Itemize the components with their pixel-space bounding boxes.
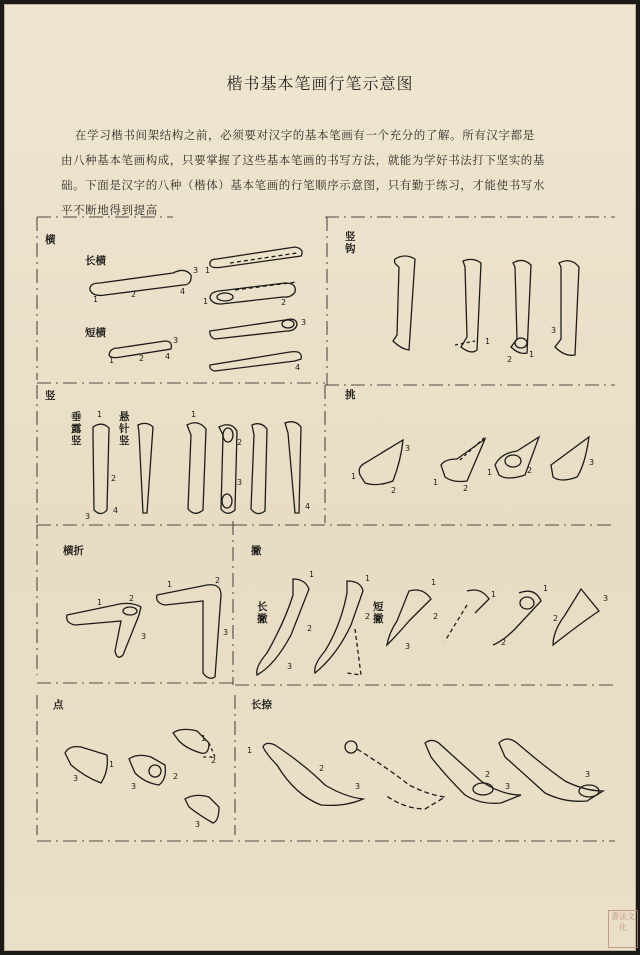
svg-text:3: 3: [551, 326, 557, 335]
svg-text:3: 3: [195, 820, 201, 829]
changna-numbers: [247, 746, 590, 791]
svg-text:1: 1: [491, 590, 497, 599]
svg-text:3: 3: [193, 266, 199, 275]
svg-text:1: 1: [109, 760, 115, 769]
svg-text:3: 3: [589, 458, 595, 467]
svg-text:1: 1: [433, 478, 439, 487]
svg-text:1: 1: [97, 598, 103, 607]
svg-text:2: 2: [211, 756, 217, 765]
dian-numbers: [73, 734, 216, 829]
svg-text:1: 1: [247, 746, 253, 755]
stroke-diagrams: [5, 5, 635, 950]
svg-text:2: 2: [281, 298, 287, 307]
svg-text:2: 2: [365, 612, 371, 621]
label-shu: 竖: [45, 390, 56, 402]
svg-text:3: 3: [73, 774, 79, 783]
svg-text:2: 2: [391, 486, 397, 495]
svg-text:1: 1: [191, 410, 197, 419]
label-long-heng: 长横: [85, 255, 106, 267]
svg-text:4: 4: [295, 363, 301, 372]
pie-numbers: [287, 570, 608, 671]
changna-diagrams: [263, 739, 603, 809]
page: [5, 5, 635, 950]
svg-text:2: 2: [129, 594, 135, 603]
svg-text:3: 3: [585, 770, 591, 779]
svg-text:2: 2: [463, 484, 469, 493]
svg-text:1: 1: [431, 578, 437, 587]
svg-text:2: 2: [173, 772, 179, 781]
svg-text:4: 4: [165, 352, 171, 361]
label-tiao: 挑: [345, 389, 356, 401]
svg-text:2: 2: [485, 770, 491, 779]
svg-text:2: 2: [507, 355, 513, 364]
svg-text:1: 1: [201, 734, 207, 743]
hengzhe-numbers: [97, 576, 228, 641]
svg-text:1: 1: [487, 468, 493, 477]
svg-text:2: 2: [319, 764, 325, 773]
label-shugou: 竖钩: [345, 231, 356, 255]
svg-text:3: 3: [223, 628, 229, 637]
svg-text:3: 3: [301, 318, 307, 327]
label-heng: 横: [45, 234, 56, 246]
svg-text:1: 1: [109, 356, 115, 365]
intro-line: 平不断地得到提高: [61, 203, 158, 217]
svg-text:2: 2: [131, 290, 137, 299]
dian-diagrams: [65, 729, 219, 823]
svg-text:2: 2: [237, 438, 243, 447]
page-title: 楷书基本笔画行笔示意图: [226, 74, 414, 93]
svg-text:1: 1: [167, 580, 173, 589]
svg-text:1: 1: [351, 472, 357, 481]
svg-text:2: 2: [527, 466, 533, 475]
svg-text:1: 1: [93, 295, 99, 304]
svg-text:2: 2: [433, 612, 439, 621]
svg-text:4: 4: [113, 506, 119, 515]
svg-text:3: 3: [603, 594, 609, 603]
tiao-diagrams: [359, 437, 589, 485]
svg-text:2: 2: [215, 576, 221, 585]
svg-text:3: 3: [287, 662, 293, 671]
svg-text:3: 3: [505, 782, 511, 791]
label-changna: 长捺: [251, 699, 272, 711]
svg-text:3: 3: [85, 512, 91, 521]
intro-line: 础。下面是汉字的八种（楷体）基本笔画的行笔顺序示意图，只有勤于练习，才能使书写水: [61, 178, 545, 192]
seal-stamp: 書法文化: [608, 910, 638, 948]
svg-text:1: 1: [205, 266, 211, 275]
svg-text:1: 1: [203, 297, 209, 306]
svg-text:2: 2: [307, 624, 313, 633]
label-xuanzhen-shu: 悬针竖: [119, 411, 130, 447]
intro-line: 在学习楷书间架结构之前，必须要对汉字的基本笔画有一个充分的了解。所有汉字都是: [75, 128, 535, 142]
shugou-numbers: [485, 326, 556, 364]
svg-text:1: 1: [309, 570, 315, 579]
intro-line: 由八种基本笔画构成，只要掌握了这些基本笔画的书写方法，就能为学好书法打下坚实的基: [61, 153, 545, 167]
svg-text:3: 3: [405, 444, 411, 453]
svg-text:2: 2: [553, 614, 559, 623]
label-hengzhe: 横折: [63, 545, 84, 557]
label-dian: 点: [53, 699, 64, 711]
label-pie: 撇: [251, 545, 262, 557]
svg-text:3: 3: [131, 782, 137, 791]
svg-text:2: 2: [501, 638, 507, 647]
svg-text:1: 1: [365, 574, 371, 583]
label-short-pie: 短撇: [373, 601, 384, 625]
svg-text:2: 2: [111, 474, 117, 483]
svg-text:4: 4: [305, 502, 311, 511]
svg-text:3: 3: [237, 478, 243, 487]
svg-text:1: 1: [97, 410, 103, 419]
svg-text:3: 3: [355, 782, 361, 791]
svg-text:1: 1: [485, 337, 491, 346]
svg-text:1: 1: [543, 584, 549, 593]
svg-text:2: 2: [139, 354, 145, 363]
label-long-pie: 长撇: [257, 601, 268, 625]
label-short-heng: 短横: [85, 327, 106, 339]
svg-text:3: 3: [141, 632, 147, 641]
svg-text:1: 1: [529, 350, 535, 359]
svg-text:3: 3: [173, 336, 179, 345]
svg-text:4: 4: [180, 287, 186, 296]
svg-text:3: 3: [405, 642, 411, 651]
label-chuilu-shu: 垂露竖: [71, 411, 82, 447]
